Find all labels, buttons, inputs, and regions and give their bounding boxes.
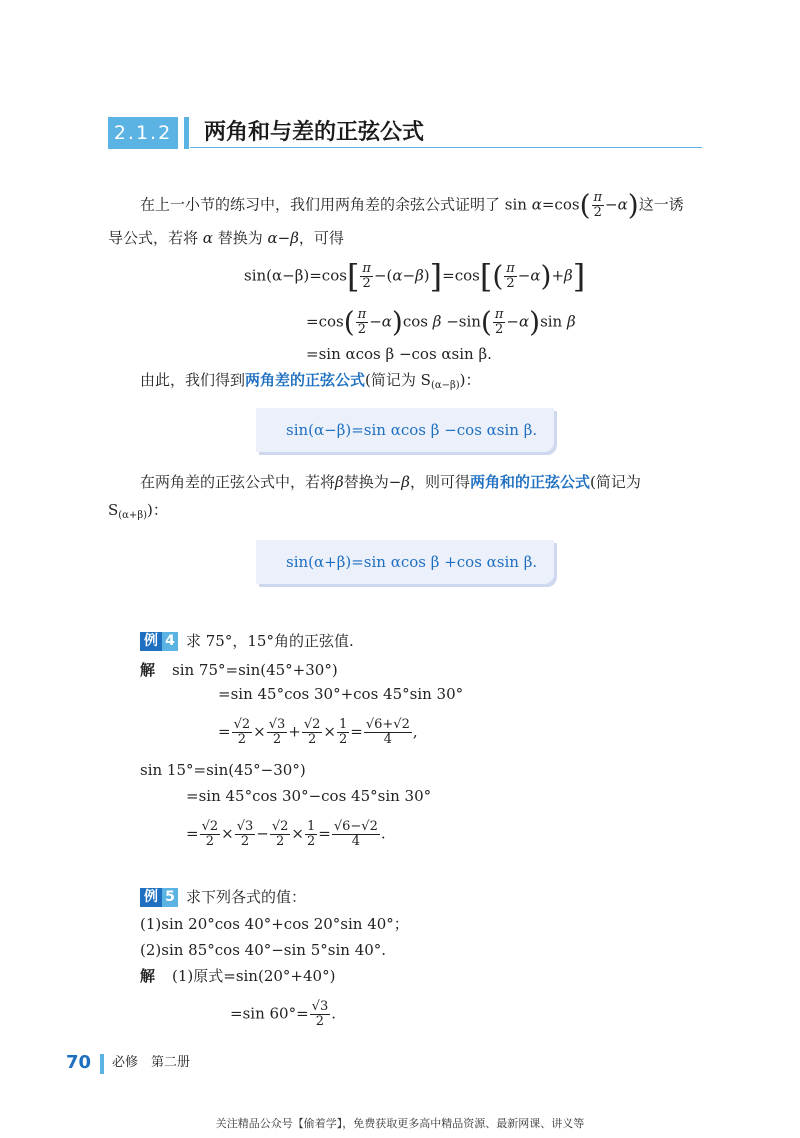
conclusion1-text-a: 由此，我们得到 [140, 371, 246, 389]
example-4-line-5: =sin 45°cos 30°−cos 45°sin 30° [186, 787, 432, 805]
example-5-item-1: (1)sin 20°cos 40°+cos 20°sin 40°； [140, 915, 409, 933]
conclusion2-line2-a: S [108, 501, 119, 519]
intro-line-2: 导公式，若将 α 替换为 α−β，可得 [108, 229, 344, 247]
conclusion2-subscript: (α+β) [118, 510, 147, 521]
example-5-badge [140, 888, 178, 907]
conclusion1-text-b: (简记为 S [365, 371, 431, 389]
derivation-row-3: =sin αcos β −cos αsin β. [306, 345, 492, 363]
example-4-badge-number: 4 [162, 632, 178, 651]
example-4-line-6: = $\frac{√2}{2}$ × $\frac{√3}{2}$ − $\frac{√2}{2}$ × $\frac{1}{2}$ = $\frac{√6-√2}{4}$ . [186, 819, 386, 849]
derivation-row2-prefix: =cos [306, 312, 344, 331]
example-5-solution-prefix: =sin 60°= [230, 1004, 309, 1023]
intro-text-b: 这一诱 [638, 195, 684, 214]
conclusion-2-line-1: 在两角差的正弦公式中，若将β替换为−β，则可得两角和的正弦公式(简记为 [140, 473, 641, 491]
conclusion-2-line-2 [108, 500, 168, 526]
example-4-badge [140, 632, 178, 651]
page-number: 70 [66, 1052, 92, 1073]
conclusion2-line2-b: )： [147, 501, 168, 519]
example-5-badge-number: 5 [162, 888, 178, 907]
section-number: 2.1.2 [108, 117, 178, 149]
section-title: 两角和与差的正弦公式 [204, 120, 425, 145]
conclusion1-text-c: )： [459, 371, 481, 389]
example-5-item-2: (2)sin 85°cos 40°−sin 5°sin 40°. [140, 941, 387, 959]
example-4-question: 求 75°，15°角的正弦值. [186, 632, 354, 650]
example-5-solution-line-1: (1)原式=sin(20°+40°) [172, 967, 336, 985]
conclusion-1 [140, 370, 481, 396]
intro-line-1: 在上一小节的练习中，我们用两角差的余弦公式证明了 sin α=cos( $\frac{\pi}{2}$ −α)这一诱 [140, 188, 684, 222]
formula-box-sum: sin(α+β)=sin αcos β +cos αsin β. [256, 540, 554, 584]
highlight-term-difference: 两角差的正弦公式 [245, 371, 366, 389]
example-4-badge-word: 例 [140, 632, 162, 651]
derivation-lhs: sin(α−β)=cos [244, 266, 347, 285]
conclusion2-text-b: 替换为 [343, 473, 389, 491]
intro-line2-text-c: ，可得 [298, 229, 344, 247]
example-5-question: 求下列各式的值： [186, 888, 307, 906]
footer-divider [100, 1054, 104, 1074]
derivation-row-2: =cos( $\frac{\pi}{2}$ −α)cos β −sin( $\frac{\pi}{2}$ −α)sin β [306, 305, 576, 339]
section-divider-bar [184, 117, 189, 149]
example-4-line-1: sin 75°=sin(45°+30°) [172, 661, 338, 679]
intro-line2-text: 导公式，若将 [108, 229, 199, 247]
conclusion2-text-d: (简记为 [589, 473, 641, 491]
watermark-note: 关注精品公众号【偷着学】，免费获取更多高中精品资源、最新网课、讲义等 [215, 1117, 585, 1130]
formula-box-difference: sin(α−β)=sin αcos β −cos αsin β. [256, 408, 554, 452]
example-5-badge-word: 例 [140, 888, 162, 907]
conclusion2-text-a: 在两角差的正弦公式中，若将 [140, 473, 336, 491]
intro-line2-text-b: 替换为 [217, 229, 263, 247]
example-4-solution-label: 解 [140, 661, 156, 679]
example-5-solution-line-2: =sin 60°= $\frac{√3}{2}$ . [230, 999, 336, 1029]
example-4-line-3: = $\frac{√2}{2}$ × $\frac{√3}{2}$ + $\frac{√2}{2}$ × $\frac{1}{2}$ = $\frac{√6+√2}{4}$ , [218, 717, 418, 747]
example-4-line-4: sin 15°=sin(45°−30°) [140, 761, 306, 779]
intro-text-a: 在上一小节的练习中，我们用两角差的余弦公式证明了 sin [140, 195, 527, 214]
example-4-line-2: =sin 45°cos 30°+cos 45°sin 30° [218, 685, 464, 703]
conclusion1-subscript: (α−β) [430, 380, 460, 391]
book-name: 必修 第二册 [112, 1055, 191, 1070]
derivation-row-1: sin(α−β)=cos[ $\frac{\pi}{2}$ −(α−β)]=cos[( $\frac{\pi}{2}$ −α)+β] [244, 257, 586, 296]
section-underline [190, 147, 702, 148]
example-5-solution-label: 解 [140, 967, 156, 985]
conclusion2-text-c: ，则可得 [409, 473, 470, 491]
highlight-term-sum: 两角和的正弦公式 [469, 473, 590, 491]
